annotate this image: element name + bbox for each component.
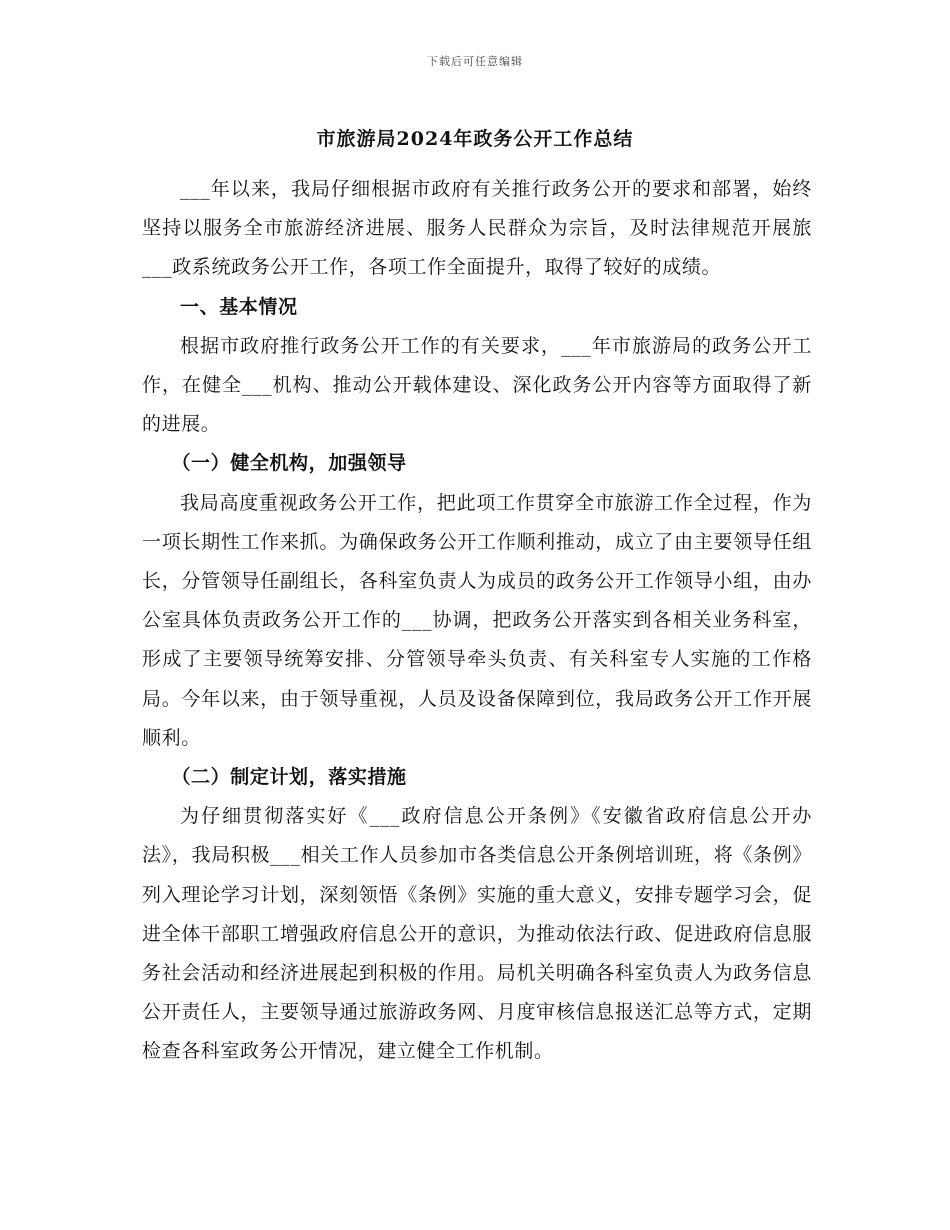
basic-paragraph: 根据市政府推行政务公开工作的有关要求，___年市旅游局的政务公开工作，在健全___机构、推动公开载体建设、深化政务公开内容等方面取得了新的进展。 (142, 334, 812, 436)
document-body (142, 170, 812, 1072)
document-title: 市旅游局2024年政务公开工作总结 (316, 128, 634, 150)
subsection-heading-plan: （二）制定计划，落实措施 (171, 766, 407, 789)
intro-paragraph: ___年以来，我局仔细根据市政府有关推行政务公开的要求和部署，始终坚持以服务全市旅游经济进展、服务人民群众为宗旨，及时法律规范开展旅___政系统政务公开工作，各项工作全面提升，取得了较好的成绩。 (142, 178, 812, 279)
header-note: 下载后可任意编辑 (427, 55, 523, 68)
subsection-heading-organization: （一）健全机构，加强领导 (171, 452, 407, 475)
section-heading-basic: 一、基本情况 (180, 295, 298, 318)
organization-paragraph: 我局高度重视政务公开工作，把此项工作贯穿全市旅游工作全过程，作为一项长期性工作来抓。为确保政务公开工作顺利推动，成立了由主要领导任组长，分管领导任副组长，各科室负责人为成员的政务公开工作领导小组，由办公室具体负责政务公开工作的___协调，把政务公开落实到各相关业务科室，形成了主要领导统筹安排、分管领导牵头负责、有关科室专人实施的工作格局。今年以来，由于领导重视，人员及设备保障到位，我局政务公开工作开展顺利。 (142, 491, 812, 749)
plan-paragraph: 为仔细贯彻落实好《___政府信息公开条例》《安徽省政府信息公开办法》，我局积极___相关工作人员参加市各类信息公开条例培训班，将《条例》列入理论学习计划，深刻领悟《条例》实施的重大意义，安排专题学习会，促进全体干部职工增强政府信息公开的意识，为推动依法行政、促进政府信息服务社会活动和经济进展起到积极的作用。局机关明确各科室负责人为政务信息公开责任人，主要领导通过旅游政务网、月度审核信息报送汇总等方式，定期检查各科室政务公开情况，建立健全工作机制。 (142, 805, 812, 1063)
